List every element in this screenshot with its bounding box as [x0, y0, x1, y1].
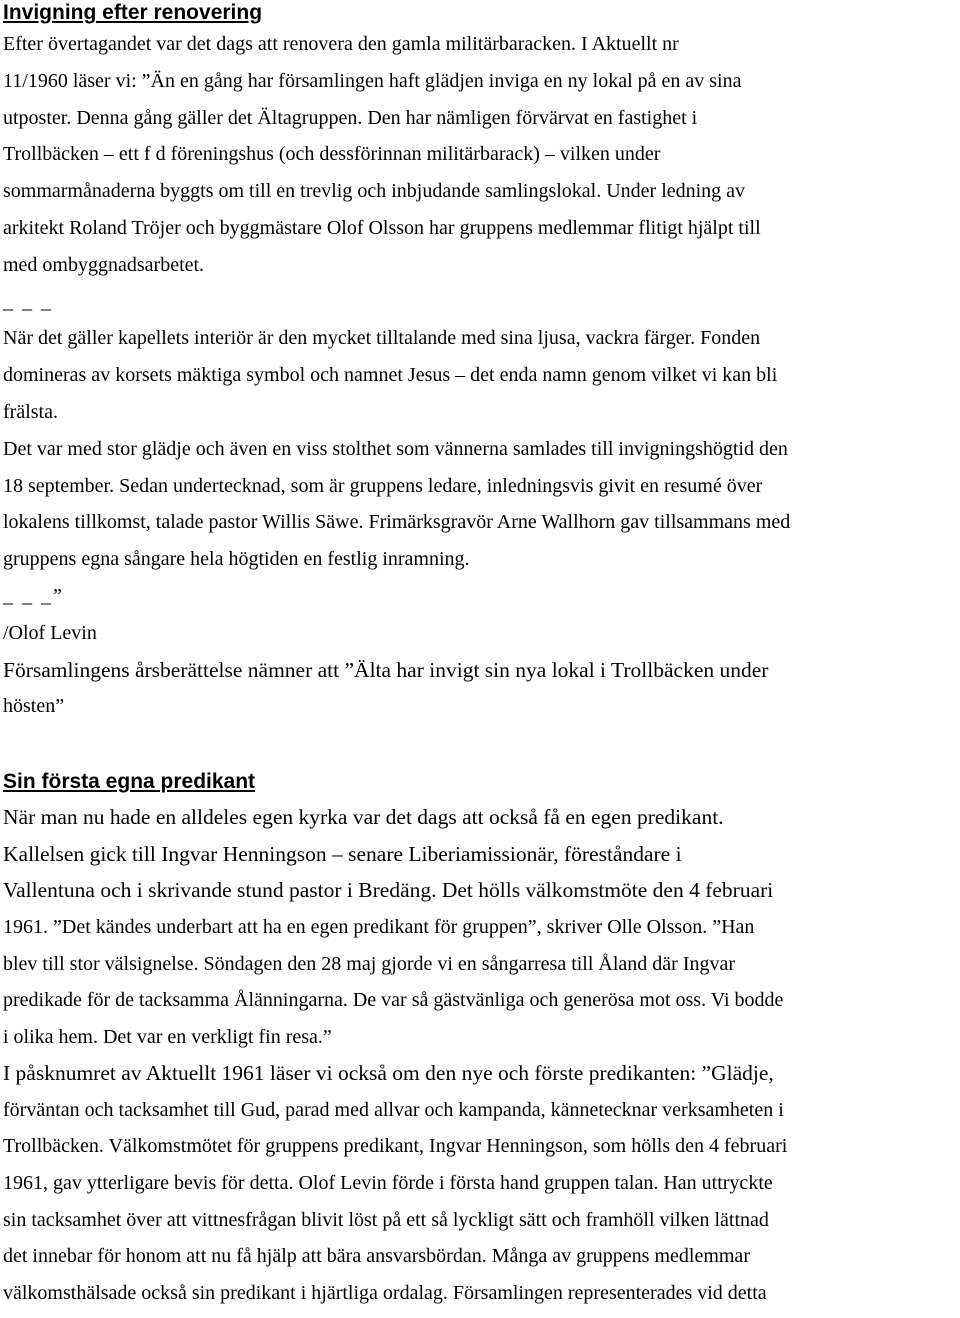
text-line: Vallentuna och i skrivande stund pastor i Bredäng. Det hölls välkomstmöte den 4 februari	[3, 878, 774, 903]
text-line: I påsknumret av Aktuellt 1961 läser vi också om den nye och förste predikanten: ”Glädje,	[3, 1061, 774, 1086]
text-line: med ombyggnadsarbetet.	[3, 253, 205, 276]
text-line: 18 september. Sedan undertecknad, som är gruppens ledare, inledningsvis givit en resumé över	[3, 474, 763, 497]
text-line: När man nu hade en alldeles egen kyrka var det dags att också få en egen predikant.	[3, 805, 724, 830]
text-line: När det gäller kapellets interiör är den mycket tilltalande med sina ljusa, vackra färger. Fonden	[3, 327, 761, 350]
separator-dashes: _ _ _	[3, 290, 53, 313]
section-body-invigning	[3, 26, 957, 725]
text-line: gruppens egna sångare hela högtiden en festlig inramning.	[3, 548, 470, 571]
text-line: utposter. Denna gång gäller det Ältagruppen. Den har nämligen förvärvat en fastighet i	[3, 106, 698, 129]
text-line: 1961. ”Det kändes underbart att ha en egen predikant för gruppen”, skriver Olle Olsson. ”Han	[3, 915, 755, 938]
text-line: predikade för de tacksamma Ålänningarna. De var så gästvänliga och generösa mot oss. Vi bodde	[3, 989, 784, 1012]
section-body-predikant	[3, 799, 957, 1311]
text-line: 11/1960 läser vi: ”Än en gång har församlingen haft glädjen inviga en ny lokal på en av sina	[3, 69, 742, 92]
text-line: det innebar för honom att nu få hjälp att bära ansvarsbördan. Många av gruppens medlemmar	[3, 1245, 750, 1268]
text-line: sin tacksamhet över att vittnesfrågan blivit löst på ett så lyckligt sätt och framhöll vilken lättnad	[3, 1208, 769, 1231]
text-line: arkitekt Roland Tröjer och byggmästare Olof Olsson har gruppens medlemmar flitigt hjälpt till	[3, 216, 761, 239]
text-line: sommarmånaderna byggts om till en trevlig och inbjudande samlingslokal. Under ledning av	[3, 180, 746, 203]
separator-dashes: _ _ _”	[3, 584, 64, 607]
section-heading-predikant: Sin första egna predikant	[3, 770, 256, 794]
text-line: domineras av korsets mäktiga symbol och namnet Jesus – det enda namn genom vilket vi kan bli	[3, 364, 778, 387]
text-line: Trollbäcken – ett f d föreningshus (och dessförinnan militärbarack) – vilken under	[3, 143, 661, 166]
text-line: blev till stor välsignelse. Söndagen den 28 maj gjorde vi en sångarresa till Åland där Ingvar	[3, 952, 736, 975]
text-line: välkomsthälsade också sin predikant i hjärtliga ordalag. Församlingen representerades vid detta	[3, 1281, 767, 1304]
text-line: Det var med stor glädje och även en viss stolthet som vännerna samlades till invigningshögtid den	[3, 437, 788, 460]
author-signature: /Olof Levin	[3, 621, 97, 644]
text-line: frälsta.	[3, 400, 58, 423]
text-line: hösten”	[3, 695, 65, 718]
document-page	[3, 0, 957, 1311]
text-line: Trollbäcken. Välkomstmötet för gruppens predikant, Ingvar Henningson, som hölls den 4 februari	[3, 1135, 788, 1158]
text-line: 1961, gav ytterligare bevis för detta. Olof Levin förde i första hand gruppen talan. Han uttryckte	[3, 1172, 773, 1195]
section-heading-invigning: Invigning efter renovering	[3, 1, 263, 24]
text-line: Kallelsen gick till Ingvar Henningson – senare Liberiamissionär, föreståndare i	[3, 841, 682, 866]
text-line: förväntan och tacksamhet till Gud, parad med allvar och kampanda, kännetecknar verksamheten i	[3, 1098, 784, 1121]
text-line: lokalens tillkomst, talade pastor Willis Säwe. Frimärksgravör Arne Wallhorn gav tillsammans med	[3, 511, 791, 534]
text-line: i olika hem. Det var en verkligt fin resa.”	[3, 1025, 332, 1048]
text-line: Församlingens årsberättelse nämner att ”Älta har invigt sin nya lokal i Trollbäcken under	[3, 657, 769, 682]
text-line: Efter övertagandet var det dags att renovera den gamla militärbaracken. I Aktuellt nr	[3, 33, 679, 55]
